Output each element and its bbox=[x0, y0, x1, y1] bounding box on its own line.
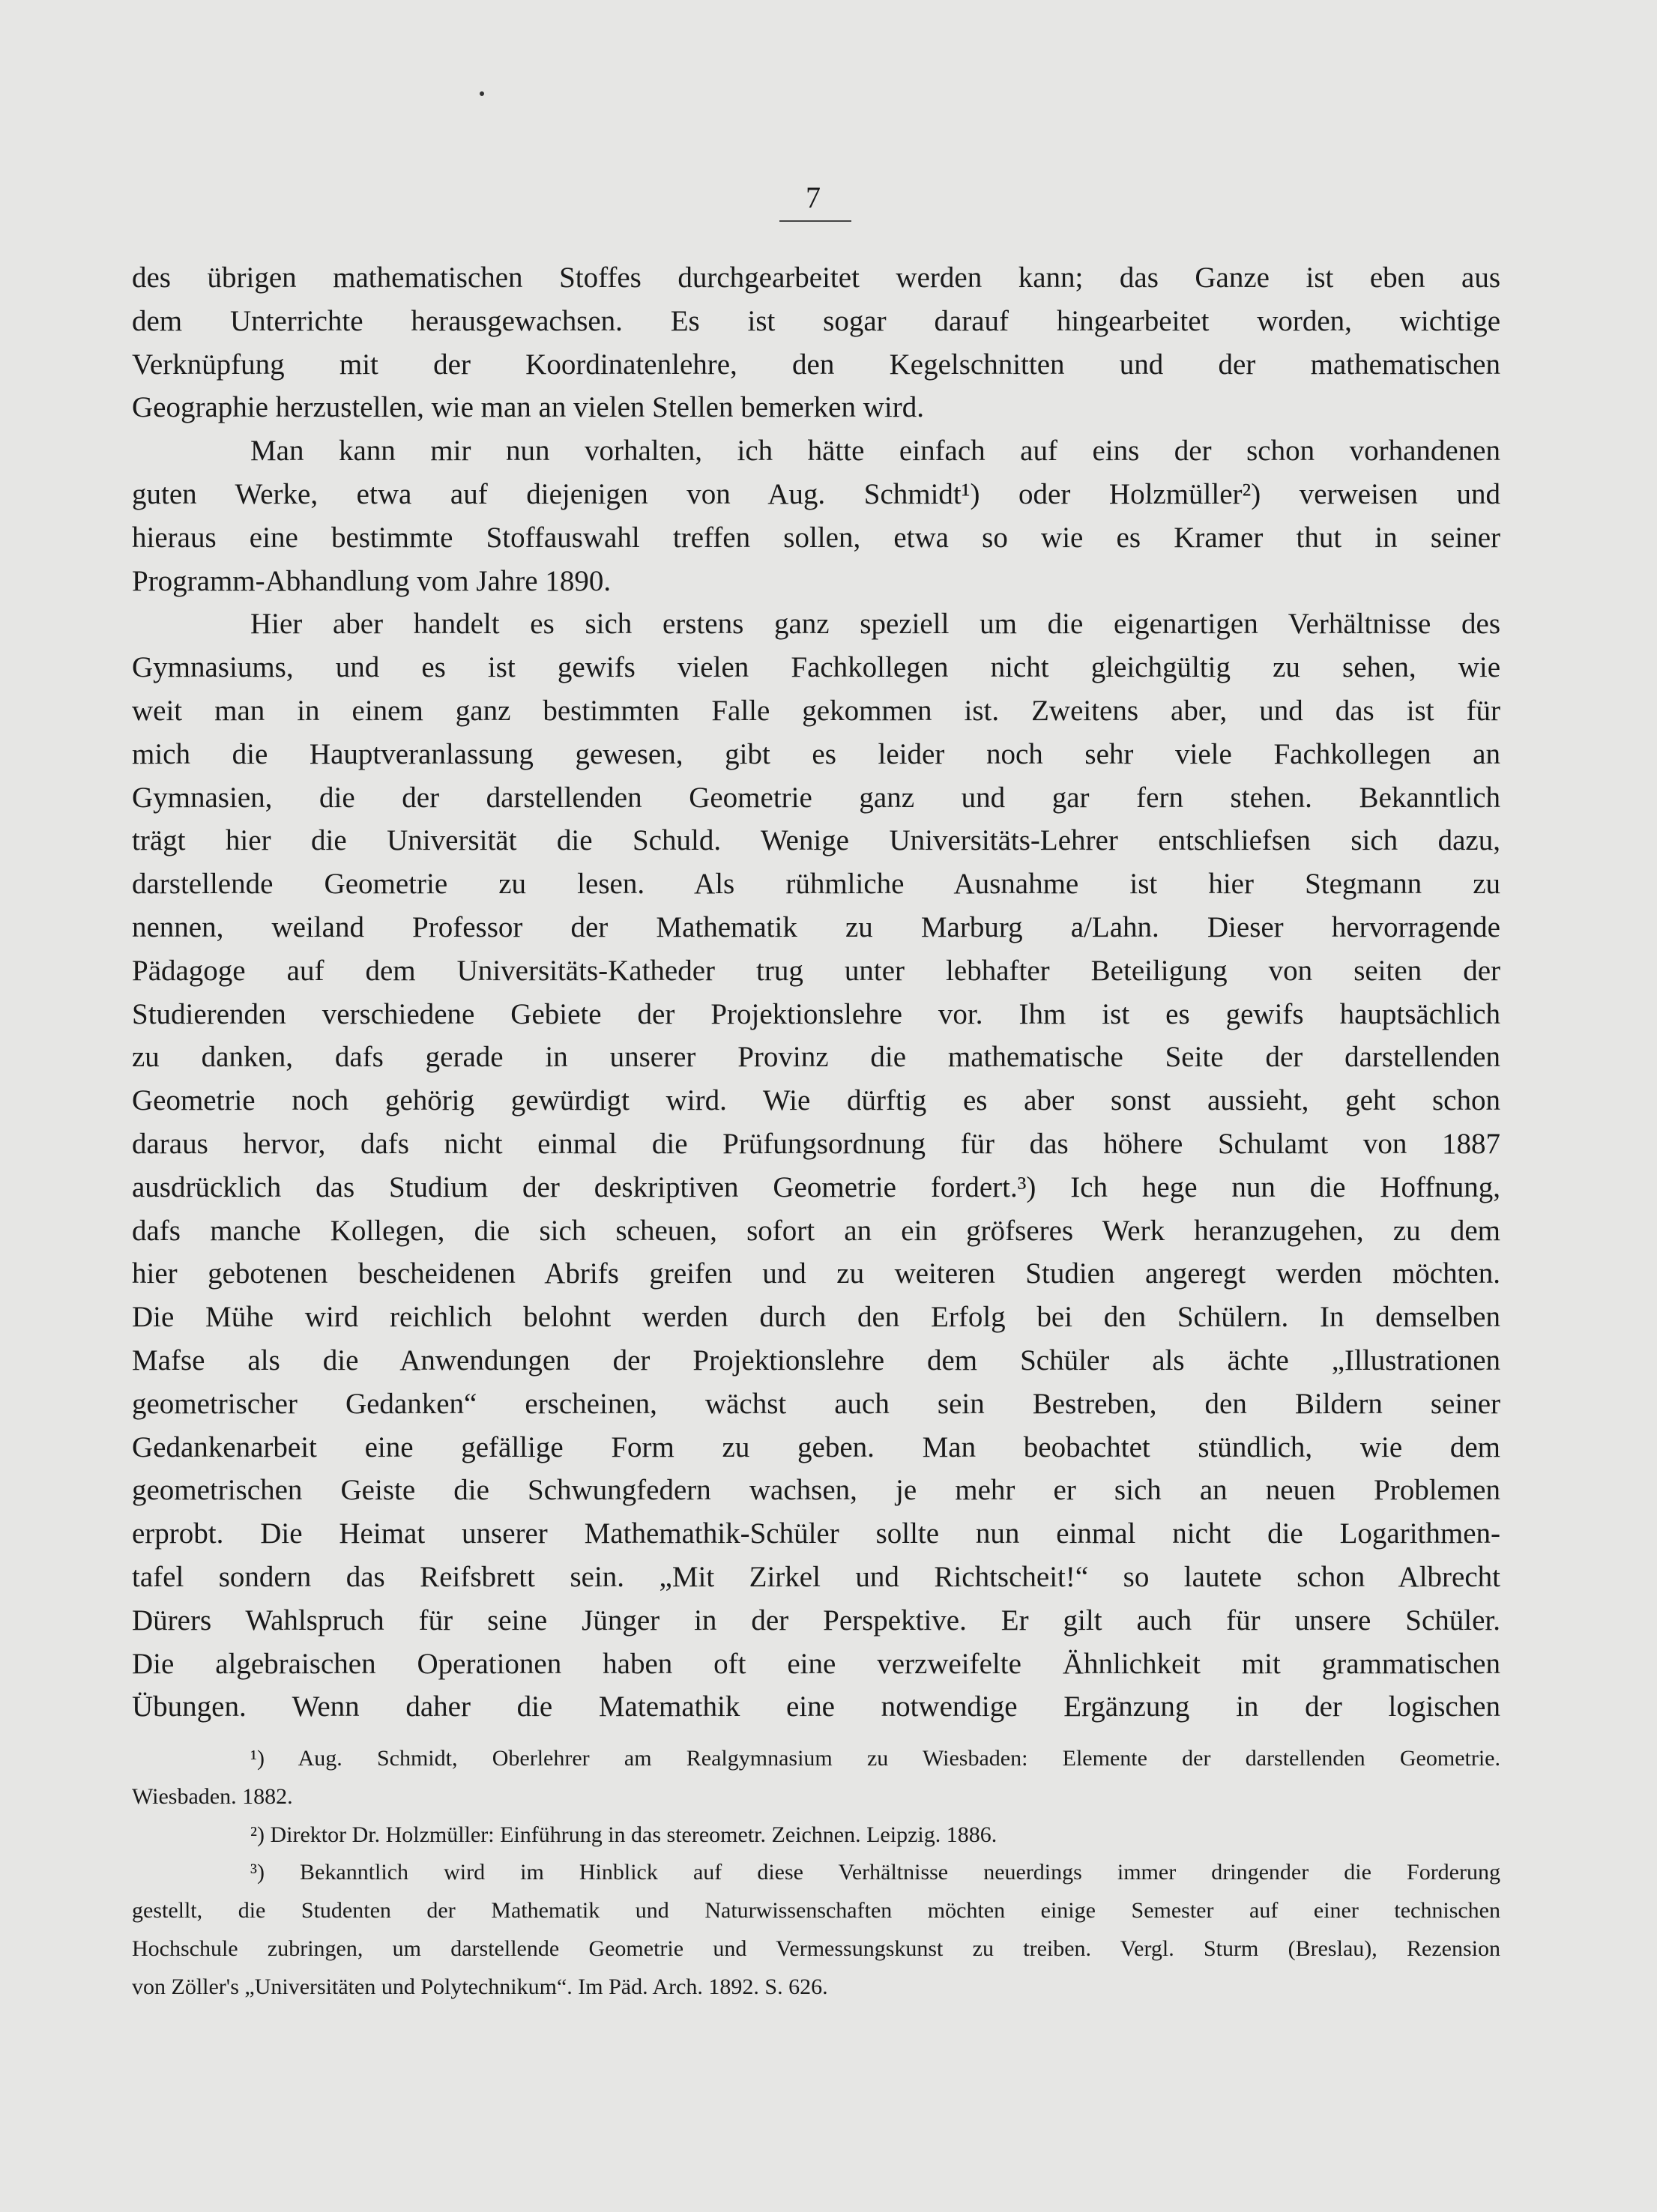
footnote-line: ²) Direktor Dr. Holzmüller: Einführung in das stereometr. Zeichnen. Leipzig. 1886. bbox=[250, 1822, 997, 1847]
body-text-line: tafel sondern das Reifsbrett sein. „Mit Zirkel und Richtscheit!“ so lautete schon Albrecht bbox=[132, 1560, 1500, 1593]
body-text-line: Geographie herzustellen, wie man an vielen Stellen bemerken wird. bbox=[132, 391, 924, 424]
footnotes bbox=[132, 1740, 1500, 2007]
body-text-line: Gymnasiums, und es ist gewifs vielen Fachkollegen nicht gleichgültig zu sehen, wie bbox=[132, 651, 1500, 684]
body-text-line: darstellende Geometrie zu lesen. Als rühmliche Ausnahme ist hier Stegmann zu bbox=[132, 868, 1500, 901]
footnote-line: von Zöller's „Universitäten und Polytechnikum“. Im Päd. Arch. 1892. S. 626. bbox=[132, 1974, 828, 1999]
body-text-line: guten Werke, etwa auf diejenigen von Aug. Schmidt¹) oder Holzmüller²) verweisen und bbox=[132, 477, 1500, 510]
body-text-line: daraus hervor, dafs nicht einmal die Prüfungsordnung für das höhere Schulamt von 1887 bbox=[132, 1127, 1500, 1160]
body-text-line: Übungen. Wenn daher die Matemathik eine notwendige Ergänzung in der logischen bbox=[132, 1690, 1500, 1723]
body-text-line: erprobt. Die Heimat unserer Mathemathik-Schüler sollte nun einmal nicht die Logarithmen- bbox=[132, 1517, 1500, 1550]
page-number-rule bbox=[779, 220, 851, 222]
body-text-line: Gedankenarbeit eine gefällige Form zu geben. Man beobachtet stündlich, wie dem bbox=[132, 1430, 1500, 1463]
body-text-line: Die algebraischen Operationen haben oft eine verzweifelte Ähnlichkeit mit grammatischen bbox=[132, 1647, 1500, 1680]
body-text-line: dafs manche Kollegen, die sich scheuen, sofort an ein gröfseres Werk heranzugehen, zu dem bbox=[132, 1214, 1500, 1247]
footnote-line: ¹) Aug. Schmidt, Oberlehrer am Realgymnasium zu Wiesbaden: Elemente der darstellenden Geometrie. bbox=[250, 1746, 1500, 1771]
body-text-line: hieraus eine bestimmte Stoffauswahl treffen sollen, etwa so wie es Kramer thut in seiner bbox=[132, 521, 1500, 554]
body-text-line: nennen, weiland Professor der Mathematik zu Marburg a/Lahn. Dieser hervorragende bbox=[132, 910, 1500, 943]
page-number: 7 bbox=[806, 181, 821, 214]
body-text-line: Geometrie noch gehörig gewürdigt wird. Wie dürftig es aber sonst aussieht, geht schon bbox=[132, 1084, 1500, 1117]
print-speck bbox=[480, 91, 484, 96]
body-text-line: Mafse als die Anwendungen der Projektionslehre dem Schüler als ächte „Illustrationen bbox=[132, 1344, 1500, 1377]
footnote-line: Wiesbaden. 1882. bbox=[132, 1783, 293, 1809]
body-text-line: ausdrücklich das Studium der deskriptiven Geometrie fordert.³) Ich hege nun die Hoffnung, bbox=[132, 1170, 1500, 1203]
body-text-line: Programm-Abhandlung vom Jahre 1890. bbox=[132, 564, 612, 597]
footnote-line: gestellt, die Studenten der Mathematik und Naturwissenschaften möchten einige Semester auf einer technischen bbox=[132, 1898, 1500, 1924]
body-text-line: hier gebotenen bescheidenen Abrifs greifen und zu weiteren Studien angeregt werden möchten. bbox=[132, 1257, 1500, 1290]
body-text-line: trägt hier die Universität die Schuld. Wenige Universitäts-Lehrer entschliefsen sich dazu, bbox=[132, 824, 1500, 857]
body-text-line: des übrigen mathematischen Stoffes durchgearbeitet werden kann; das Ganze ist eben aus bbox=[132, 262, 1500, 294]
footnote-line: Hochschule zubringen, um darstellende Geometrie und Vermessungskunst zu treiben. Vergl. Sturm (Breslau), Rezension bbox=[132, 1936, 1500, 1961]
body-text-line: Hier aber handelt es sich erstens ganz speziell um die eigenartigen Verhältnisse des bbox=[250, 608, 1500, 641]
body-text-line: Die Mühe wird reichlich belohnt werden durch den Erfolg bei den Schülern. In demselben bbox=[132, 1301, 1500, 1334]
body-text bbox=[132, 256, 1500, 1729]
body-text-line: geometrischen Geiste die Schwungfedern wachsen, je mehr er sich an neuen Problemen bbox=[132, 1474, 1500, 1507]
footnote-line: ³) Bekanntlich wird im Hinblick auf diese Verhältnisse neuerdings immer dringender die Forderung bbox=[250, 1860, 1500, 1885]
body-text-line: geometrischer Gedanken“ erscheinen, wächst auch sein Bestreben, den Bildern seiner bbox=[132, 1387, 1500, 1420]
body-text-line: mich die Hauptveranlassung gewesen, gibt es leider noch sehr viele Fachkollegen an bbox=[132, 737, 1500, 770]
body-text-line: zu danken, dafs gerade in unserer Provinz die mathematische Seite der darstellenden bbox=[132, 1041, 1500, 1074]
body-text-line: Studierenden verschiedene Gebiete der Projektionslehre vor. Ihm ist es gewifs hauptsächlich bbox=[132, 997, 1500, 1030]
body-text-line: Man kann mir nun vorhalten, ich hätte einfach auf eins der schon vorhandenen bbox=[250, 435, 1500, 468]
body-text-line: dem Unterrichte herausgewachsen. Es ist sogar darauf hingearbeitet worden, wichtige bbox=[132, 304, 1500, 337]
body-text-line: Pädagoge auf dem Universitäts-Katheder trug unter lebhafter Beteiligung von seiten der bbox=[132, 954, 1500, 987]
body-text-line: Dürers Wahlspruch für seine Jünger in der Perspektive. Er gilt auch für unsere Schüler. bbox=[132, 1604, 1500, 1637]
body-text-line: Gymnasien, die der darstellenden Geometrie ganz und gar fern stehen. Bekanntlich bbox=[132, 781, 1500, 814]
body-text-line: Verknüpfung mit der Koordinatenlehre, den Kegelschnitten und der mathematischen bbox=[132, 348, 1500, 381]
body-text-line: weit man in einem ganz bestimmten Falle gekommen ist. Zweitens aber, und das ist für bbox=[132, 694, 1500, 727]
